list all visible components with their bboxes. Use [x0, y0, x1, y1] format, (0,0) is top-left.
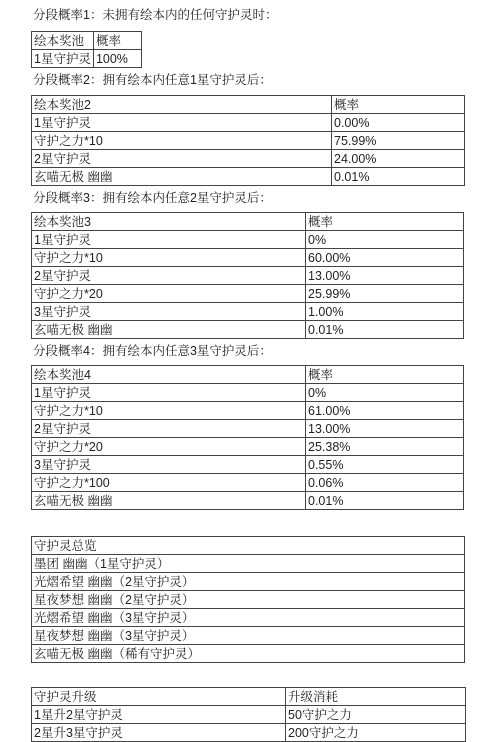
pool-cell: 1星守护灵 [32, 384, 306, 402]
table-row [32, 645, 465, 663]
upgrade-table [31, 687, 466, 742]
probability-cell: 24.00% [332, 150, 465, 168]
pool-cell: 守护之力*10 [32, 249, 306, 267]
probability-cell: 25.38% [306, 438, 464, 456]
probability-cell: 0.01% [306, 492, 464, 510]
table-row [32, 706, 466, 724]
table-row [32, 474, 464, 492]
probability-cell: 100% [93, 50, 141, 68]
guardian-cell: 光熠希望 幽幽（3星守护灵） [32, 609, 465, 627]
pool-cell: 2星守护灵 [32, 420, 306, 438]
pool-cell: 3星守护灵 [32, 456, 306, 474]
table-row [32, 321, 464, 339]
probability-cell: 0% [306, 384, 464, 402]
table-row [32, 591, 465, 609]
table-row [32, 438, 464, 456]
table-header-row [32, 96, 465, 114]
pool-cell: 玄喵无极 幽幽 [32, 492, 306, 510]
table-row [32, 456, 464, 474]
header-cell-overview: 守护灵总览 [32, 537, 465, 555]
guardian-cell: 星夜梦想 幽幽（2星守护灵） [32, 591, 465, 609]
header-cell-probability: 概率 [93, 32, 141, 50]
table-header-row [32, 366, 464, 384]
probability-cell: 0.55% [306, 456, 464, 474]
pool-cell: 玄喵无极 幽幽 [32, 321, 306, 339]
probability-cell: 0.01% [306, 321, 464, 339]
table-row [32, 168, 465, 186]
guardian-cell: 墨团 幽幽（1星守护灵） [32, 555, 465, 573]
table-row [32, 50, 142, 68]
pool-cell: 守护之力*10 [32, 402, 306, 420]
header-cell-probability: 概率 [306, 213, 464, 231]
table-row [32, 132, 465, 150]
guardian-cell: 玄喵无极 幽幽（稀有守护灵） [32, 645, 465, 663]
table-row [32, 267, 464, 285]
upgrade-cell: 2星升3星守护灵 [32, 724, 286, 742]
header-cell-probability: 概率 [332, 96, 465, 114]
pool-cell: 守护之力*10 [32, 132, 332, 150]
guardian-cell: 星夜梦想 幽幽（3星守护灵） [32, 627, 465, 645]
table-row [32, 285, 464, 303]
probability-cell: 0.00% [332, 114, 465, 132]
header-cell-pool: 绘本奖池4 [32, 366, 306, 384]
header-cell-probability: 概率 [306, 366, 464, 384]
pool-cell: 守护之力*20 [32, 285, 306, 303]
table-row [32, 555, 465, 573]
stage3-heading: 分段概率3：拥有绘本内任意2星守护灵后： [33, 191, 272, 205]
stage1-heading: 分段概率1：未拥有绘本内的任何守护灵时： [33, 8, 278, 22]
stage1-table [31, 31, 142, 68]
table-row [32, 384, 464, 402]
header-cell-pool: 绘本奖池2 [32, 96, 332, 114]
header-cell-pool: 绘本奖池3 [32, 213, 306, 231]
table-header-row [32, 32, 142, 50]
pool-cell: 3星守护灵 [32, 303, 306, 321]
table-header-row [32, 213, 464, 231]
pool-cell: 1星守护灵 [32, 114, 332, 132]
pool-cell: 2星守护灵 [32, 150, 332, 168]
table-row [32, 627, 465, 645]
overview-table [31, 536, 465, 663]
guardian-cell: 光熠希望 幽幽（2星守护灵） [32, 573, 465, 591]
table-row [32, 150, 465, 168]
probability-cell: 13.00% [306, 267, 464, 285]
table-row [32, 303, 464, 321]
probability-cell: 75.99% [332, 132, 465, 150]
stage2-table [31, 95, 465, 186]
header-cell-cost: 升级消耗 [286, 688, 466, 706]
probability-cell: 0% [306, 231, 464, 249]
table-row [32, 231, 464, 249]
table-row [32, 114, 465, 132]
table-row [32, 609, 465, 627]
pool-cell: 1星守护灵 [32, 231, 306, 249]
probability-cell: 0.01% [332, 168, 465, 186]
cost-cell: 50守护之力 [286, 706, 466, 724]
table-row [32, 402, 464, 420]
pool-cell: 玄喵无极 幽幽 [32, 168, 332, 186]
pool-cell: 守护之力*20 [32, 438, 306, 456]
probability-cell: 61.00% [306, 402, 464, 420]
stage4-table [31, 365, 464, 510]
probability-cell: 60.00% [306, 249, 464, 267]
pool-cell: 2星守护灵 [32, 267, 306, 285]
stage3-table [31, 212, 464, 339]
table-row [32, 724, 466, 742]
pool-cell: 守护之力*100 [32, 474, 306, 492]
pool-cell: 1星守护灵 [32, 50, 94, 68]
upgrade-cell: 1星升2星守护灵 [32, 706, 286, 724]
table-row [32, 420, 464, 438]
header-cell-upgrade: 守护灵升级 [32, 688, 286, 706]
probability-cell: 1.00% [306, 303, 464, 321]
table-header-row [32, 537, 465, 555]
probability-cell: 25.99% [306, 285, 464, 303]
stage2-heading: 分段概率2：拥有绘本内任意1星守护灵后： [33, 73, 272, 87]
header-cell-pool: 绘本奖池 [32, 32, 94, 50]
table-row [32, 492, 464, 510]
probability-cell: 0.06% [306, 474, 464, 492]
stage4-heading: 分段概率4：拥有绘本内任意3星守护灵后： [33, 344, 272, 358]
table-row [32, 249, 464, 267]
table-header-row [32, 688, 466, 706]
table-row [32, 573, 465, 591]
probability-cell: 13.00% [306, 420, 464, 438]
cost-cell: 200守护之力 [286, 724, 466, 742]
